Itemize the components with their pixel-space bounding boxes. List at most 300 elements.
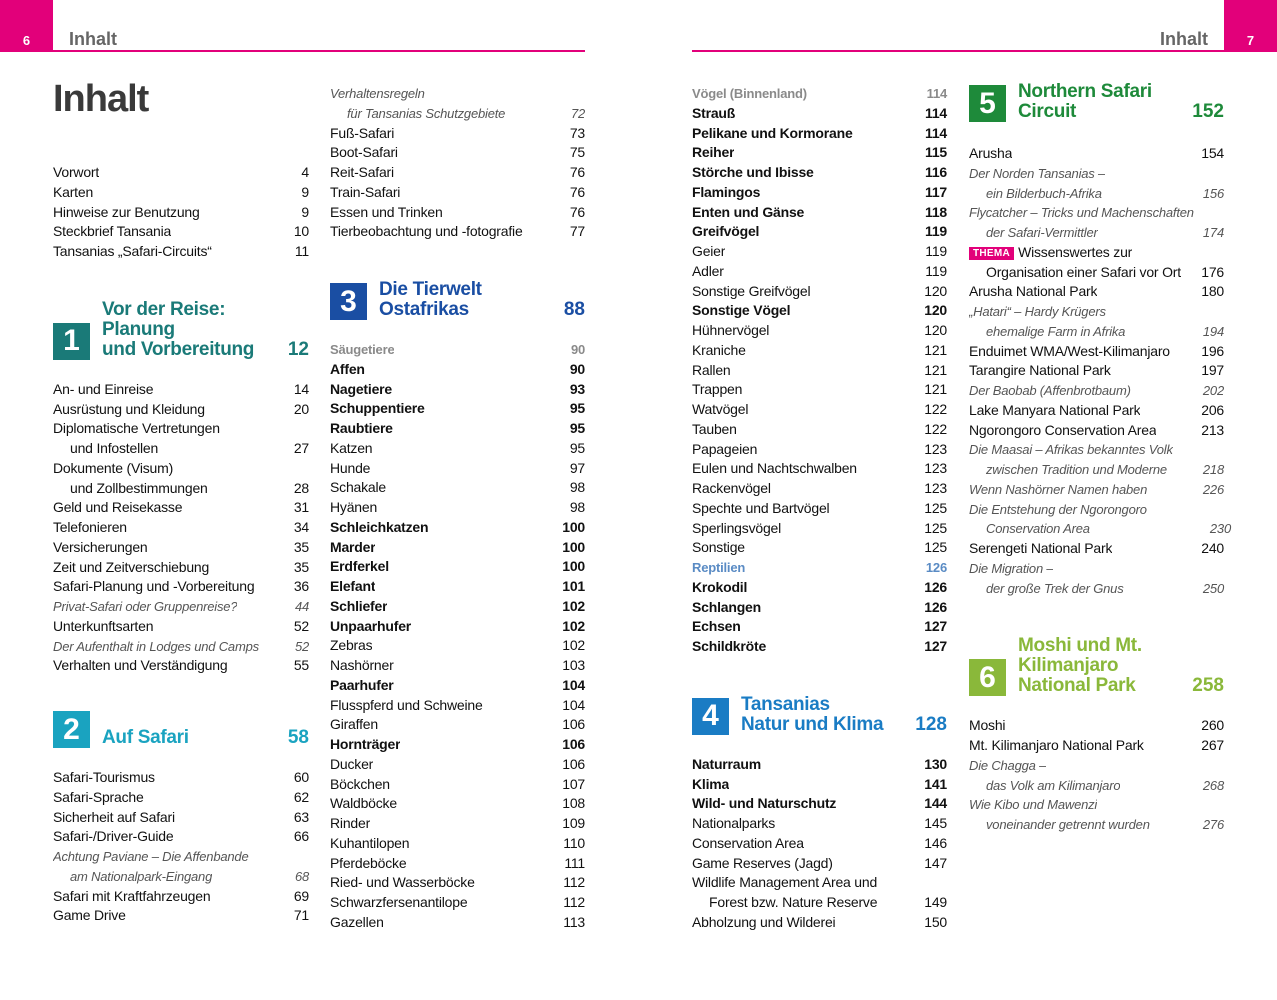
toc-entry-title xyxy=(692,578,747,598)
toc-entry-text: Gazellen xyxy=(330,913,384,930)
toc-entry-title xyxy=(692,814,775,834)
toc-entry-page: 120 xyxy=(924,282,947,299)
header-rule xyxy=(692,50,1224,52)
toc-entry-text: Echsen xyxy=(692,618,741,635)
chapter-page: 152 xyxy=(1192,101,1224,122)
toc-entry-page: 130 xyxy=(924,755,947,772)
chapter-page: 88 xyxy=(563,299,585,320)
toc-entry-title xyxy=(969,401,1140,421)
toc-entry-text: Schliefer xyxy=(330,597,388,614)
toc-entry-page: 76 xyxy=(569,183,585,200)
thema-badge: THEMA xyxy=(969,247,1014,260)
toc-entry-title xyxy=(969,243,1132,263)
chapter-title-line: Natur und Klima xyxy=(741,713,884,735)
toc-entry-page: 100 xyxy=(562,558,585,575)
toc-entry-text: ehemalige Farm in Afrika xyxy=(986,323,1126,339)
toc-entry-title xyxy=(969,164,1105,184)
toc-entry-page: 116 xyxy=(925,164,947,180)
toc-entry-page: 126 xyxy=(924,578,947,595)
toc-entry-page: 35 xyxy=(293,538,309,555)
toc-entry xyxy=(330,399,585,419)
toc-entry xyxy=(692,420,947,440)
toc-entry-page: 149 xyxy=(924,894,947,910)
toc-entry xyxy=(969,716,1224,736)
toc-entry-title xyxy=(53,183,93,203)
toc-entry xyxy=(53,827,309,847)
toc-entry-text: ein Bilderbuch-Afrika xyxy=(986,185,1102,201)
toc-entry-page: 114 xyxy=(925,124,947,141)
toc-entry-page: 55 xyxy=(293,657,309,674)
toc-entry-page: 121 xyxy=(924,341,947,358)
toc-entry-page: 44 xyxy=(294,599,309,614)
toc-entry-text: Flusspferd und Schweine xyxy=(330,696,483,713)
toc-entry xyxy=(330,439,585,459)
toc-entry-text: Sonstige Greifvögel xyxy=(692,282,811,299)
toc-entry xyxy=(330,459,585,479)
toc-entry-text: Wild- und Naturschutz xyxy=(692,795,837,812)
toc-entry-title xyxy=(969,539,1112,559)
toc-entry-page: 102 xyxy=(562,637,585,654)
toc-entry xyxy=(330,478,585,498)
toc-entry-text: Enduimet WMA/West-Kilimanjaro xyxy=(969,342,1170,359)
toc-entry-title xyxy=(692,380,742,400)
toc-entry-title xyxy=(330,478,386,498)
toc-entry-title xyxy=(330,755,373,775)
toc-entry-text: Schlangen xyxy=(692,598,761,615)
toc-entry-title xyxy=(330,538,375,558)
toc-entry xyxy=(692,479,947,499)
toc-entry xyxy=(692,143,947,163)
toc-entry-page: 174 xyxy=(1202,225,1224,240)
toc-entry xyxy=(969,756,1224,776)
toc-entry-text: Fuß-Safari xyxy=(330,124,395,141)
chapter-page: 58 xyxy=(287,727,309,748)
toc-entry xyxy=(53,518,309,538)
toc-entry-title xyxy=(692,538,745,558)
toc-entry-page: 213 xyxy=(1201,421,1224,438)
toc-entry-title xyxy=(692,163,814,183)
toc-entry-text: Safari-Sprache xyxy=(53,788,144,805)
toc-entry-text: „Hatari“ – Hardy Krügers xyxy=(969,304,1106,319)
toc-entry xyxy=(53,222,309,242)
toc-entry-text: Safari-Planung und -Vorbereitung xyxy=(53,578,255,595)
toc-entry xyxy=(969,500,1224,520)
toc-entry xyxy=(692,440,947,460)
toc-entry-text: Elefant xyxy=(330,578,376,594)
toc-entry-page: 194 xyxy=(1202,323,1224,339)
toc-entry-page: 60 xyxy=(293,769,309,785)
toc-entry-title xyxy=(692,124,853,144)
toc-entry-text: Geld und Reisekasse xyxy=(53,499,183,516)
toc-entry-text: Klima xyxy=(692,775,730,792)
toc-entry-title xyxy=(330,340,394,360)
toc-entry-text: Papageien xyxy=(692,440,758,457)
toc-entry-title xyxy=(330,498,377,518)
toc-entry-title xyxy=(692,361,731,381)
chapter-title-line: Vor der Reise: Planung xyxy=(102,298,226,340)
toc-entry xyxy=(692,854,947,874)
toc-entry-title xyxy=(969,500,1147,520)
chapter-number-box: 6 xyxy=(969,659,1006,696)
toc-entry xyxy=(692,183,947,203)
toc-entry-text: Diplomatische Vertretungen xyxy=(53,420,220,437)
toc-entry-page: 75 xyxy=(569,144,585,161)
toc-entry-title xyxy=(53,827,173,847)
toc-entry-page: 147 xyxy=(924,854,947,871)
toc-entry xyxy=(692,400,947,420)
toc-entry xyxy=(330,854,585,874)
toc-entry-text: Die Migration – xyxy=(969,560,1054,576)
toc-entry xyxy=(330,340,585,360)
chapter-title xyxy=(1006,82,1192,122)
toc-entry-text: Verhaltensregeln xyxy=(330,86,425,101)
toc-entry-text: Trappen xyxy=(692,381,743,398)
toc-entry-title xyxy=(330,518,428,538)
toc-entry-title xyxy=(330,143,398,163)
toc-entry xyxy=(330,419,585,439)
toc-entry-page: 196 xyxy=(1201,342,1224,359)
toc-entry-page: 197 xyxy=(1201,362,1224,379)
toc-entry-text: Rallen xyxy=(692,361,731,378)
toc-entry-title xyxy=(692,400,748,420)
toc-entry-page: 10 xyxy=(293,223,309,240)
toc-entry-page: 123 xyxy=(924,460,947,477)
toc-entry-page: 68 xyxy=(294,868,309,884)
toc-entry-text: Wenn Nashörner Namen haben xyxy=(969,481,1148,497)
toc-entry-page: 90 xyxy=(569,360,585,377)
toc-entry-page: 62 xyxy=(293,788,309,805)
toc-entry xyxy=(692,104,947,124)
toc-entry-text: Unpaarhufer xyxy=(330,617,412,634)
toc-entry-page: 95 xyxy=(569,400,585,417)
toc-entry-title xyxy=(53,419,220,439)
toc-entry-text: Sonstige Vögel xyxy=(692,302,791,319)
toc-entry xyxy=(969,776,1224,796)
toc-entry-title xyxy=(969,342,1170,362)
toc-list-ch2 xyxy=(53,768,309,926)
toc-entry xyxy=(969,223,1224,243)
chapter-page: 128 xyxy=(915,713,947,735)
chapter-number-box: 3 xyxy=(330,283,367,320)
chapter-title xyxy=(729,695,915,735)
toc-entry xyxy=(330,143,585,163)
toc-entry-text: Krokodil xyxy=(692,578,748,595)
toc-entry xyxy=(692,578,947,598)
toc-entry-page: 154 xyxy=(1201,145,1224,161)
toc-entry-text: Abholzung und Wilderei xyxy=(692,913,836,930)
toc-entry xyxy=(692,913,947,933)
toc-entry xyxy=(969,795,1224,815)
toc-entry-page: 97 xyxy=(569,459,585,476)
toc-entry-page: 119 xyxy=(925,243,947,259)
toc-entry-title xyxy=(330,854,406,874)
toc-entry-page: 52 xyxy=(294,638,309,654)
toc-entry xyxy=(330,794,585,814)
toc-entry xyxy=(969,579,1224,599)
toc-entry-text: Kraniche xyxy=(692,341,746,358)
toc-entry xyxy=(53,656,309,676)
toc-entry-page: 112 xyxy=(563,874,585,891)
chapter-page: 12 xyxy=(287,338,309,360)
toc-entry xyxy=(330,873,585,893)
toc-entry-page: 104 xyxy=(562,676,585,693)
toc-entry xyxy=(330,913,585,933)
toc-entry-page: 9 xyxy=(301,203,309,220)
toc-entry-page: 121 xyxy=(924,361,947,378)
toc-entry xyxy=(692,262,947,282)
toc-entry xyxy=(692,361,947,381)
toc-entry-page: 31 xyxy=(293,499,309,516)
toc-entry-title xyxy=(969,263,1181,283)
toc-entry-page: 114 xyxy=(925,104,947,121)
toc-entry-title xyxy=(692,222,759,242)
toc-entry-title xyxy=(969,579,1124,599)
toc-entry-text: Forest bzw. Nature Reserve xyxy=(709,894,878,910)
toc-entry-title xyxy=(692,282,810,302)
toc-entry xyxy=(692,617,947,637)
toc-entry-title xyxy=(330,834,409,854)
toc-entry-text: Zeit und Zeitverschiebung xyxy=(53,558,210,575)
toc-entry xyxy=(330,183,585,203)
toc-entry xyxy=(969,322,1224,342)
toc-column-1 xyxy=(53,163,309,926)
toc-entry-title xyxy=(692,499,829,519)
toc-entry-text: Pferdeböcke xyxy=(330,854,407,871)
toc-entry-title xyxy=(330,893,467,913)
toc-column-2 xyxy=(330,84,585,933)
toc-entry-title xyxy=(969,421,1156,441)
toc-entry-title xyxy=(330,656,394,676)
toc-entry xyxy=(330,636,585,656)
toc-entry xyxy=(330,676,585,696)
toc-entry-title xyxy=(692,183,760,203)
toc-entry xyxy=(53,617,309,637)
toc-entry-page: 202 xyxy=(1202,383,1224,398)
toc-entry-text: Böckchen xyxy=(330,775,390,792)
toc-entry-text: Wildlife Management Area und xyxy=(692,874,878,891)
toc-column-3 xyxy=(692,84,947,933)
toc-entry-title xyxy=(969,282,1097,302)
running-head: Inhalt xyxy=(69,29,117,49)
toc-entry xyxy=(692,380,947,400)
toc-entry-title xyxy=(692,262,724,282)
toc-entry xyxy=(330,557,585,577)
toc-entry-title xyxy=(330,775,390,795)
toc-entry-title xyxy=(53,577,254,597)
toc-entry-page: 115 xyxy=(925,144,947,161)
toc-entry-text: Hyänen xyxy=(330,499,378,515)
toc-entry-title xyxy=(969,559,1053,579)
toc-entry xyxy=(692,499,947,519)
toc-entry-text: Ried- und Wasserböcke xyxy=(330,874,475,891)
toc-entry-title xyxy=(330,459,370,479)
toc-entry-page: 141 xyxy=(924,775,947,792)
toc-entry-text: Safari mit Kraftfahrzeugen xyxy=(53,887,211,904)
toc-entry xyxy=(692,637,947,657)
toc-entry xyxy=(53,847,309,867)
toc-entry xyxy=(692,163,947,183)
left-page xyxy=(0,0,638,1000)
toc-entry-title xyxy=(330,360,365,380)
header-rule xyxy=(53,50,585,52)
toc-entry-title xyxy=(692,834,804,854)
toc-entry-page: 250 xyxy=(1202,580,1224,596)
toc-entry xyxy=(53,459,309,479)
toc-entry-title xyxy=(330,163,394,183)
right-page xyxy=(639,0,1277,1000)
toc-entry-page: 145 xyxy=(924,815,947,831)
toc-entry xyxy=(969,440,1224,460)
toc-entry-text: Strauß xyxy=(692,104,736,121)
toc-entry-title xyxy=(969,302,1106,322)
toc-entry-title xyxy=(53,400,205,420)
toc-entry-page: 102 xyxy=(562,617,585,634)
toc-entry-text: Eulen und Nachtschwalben xyxy=(692,460,857,477)
toc-entry-title xyxy=(53,906,126,926)
toc-entry xyxy=(692,893,947,913)
chapter-title-line: und Vorbereitung xyxy=(102,338,255,360)
toc-entry xyxy=(969,342,1224,362)
toc-entry-title xyxy=(692,440,757,460)
toc-entry xyxy=(330,360,585,380)
toc-entry-text: Nagetiere xyxy=(330,380,393,397)
toc-entry-title xyxy=(53,617,153,637)
toc-entry-text: Ausrüstung und Kleidung xyxy=(53,400,205,417)
toc-entry xyxy=(692,124,947,144)
toc-entry-page: 117 xyxy=(925,183,947,200)
toc-entry-title xyxy=(330,577,375,597)
toc-entry xyxy=(53,577,309,597)
toc-entry-text: Mt. Kilimanjaro National Park xyxy=(969,737,1144,753)
toc-entry-text: Tierbeobachtung und -fotografie xyxy=(330,223,523,240)
toc-entry-title xyxy=(969,776,1120,796)
toc-entry-page: 106 xyxy=(562,716,585,733)
toc-list-intro xyxy=(53,163,309,262)
toc-entry-title xyxy=(692,301,790,321)
page-number-tab: 6 xyxy=(0,0,53,52)
toc-entry xyxy=(330,163,585,183)
toc-entry-text: der Safari-Vermittler xyxy=(986,225,1098,240)
toc-entry-page: 180 xyxy=(1201,283,1224,300)
toc-entry-title xyxy=(330,715,378,735)
toc-entry-text: Ducker xyxy=(330,755,374,772)
toc-entry-title xyxy=(330,873,475,893)
toc-entry-title xyxy=(692,854,833,874)
toc-entry xyxy=(969,361,1224,381)
toc-entry xyxy=(53,203,309,223)
toc-entry-title xyxy=(969,460,1167,480)
toc-entry-page: 76 xyxy=(569,203,585,220)
toc-entry xyxy=(692,459,947,479)
toc-entry-text: Arusha National Park xyxy=(969,283,1098,300)
toc-entry-title xyxy=(330,794,397,814)
toc-entry xyxy=(969,164,1224,184)
toc-entry-text: Schakale xyxy=(330,479,386,496)
toc-entry-page: 95 xyxy=(569,439,585,456)
chapter-number-box: 1 xyxy=(53,323,90,360)
toc-entry-page: 100 xyxy=(562,518,585,535)
toc-entry xyxy=(53,538,309,558)
toc-entry-page: 119 xyxy=(925,223,947,240)
toc-entry-text: Wie Kibo und Mawenzi xyxy=(969,797,1098,813)
toc-entry xyxy=(969,184,1224,204)
toc-entry xyxy=(330,538,585,558)
toc-entry-title xyxy=(692,519,781,539)
toc-entry-title xyxy=(330,636,372,656)
toc-entry-text: Die Entstehung der Ngorongoro xyxy=(969,501,1147,517)
toc-entry-title xyxy=(53,439,158,459)
toc-entry xyxy=(330,755,585,775)
toc-entry-page: 125 xyxy=(924,519,947,536)
toc-entry-page: 267 xyxy=(1201,737,1224,753)
toc-entry-page: 240 xyxy=(1201,540,1224,556)
toc-entry-page: 106 xyxy=(562,736,585,752)
toc-entry-page: 63 xyxy=(293,808,309,825)
toc-entry-title xyxy=(330,814,370,834)
toc-entry-page: 111 xyxy=(564,854,585,871)
toc-entry xyxy=(969,203,1224,223)
toc-entry-page: 90 xyxy=(570,342,585,357)
toc-entry xyxy=(330,893,585,913)
toc-list-ch4 xyxy=(692,755,947,933)
toc-entry-title xyxy=(969,322,1125,342)
toc-entry xyxy=(969,519,1231,539)
toc-entry xyxy=(969,302,1224,322)
toc-entry xyxy=(53,768,309,788)
toc-entry-text: Essen und Trinken xyxy=(330,203,443,220)
toc-entry-title xyxy=(969,144,1012,164)
toc-entry-title xyxy=(330,124,394,144)
toc-entry xyxy=(692,519,947,539)
toc-entry-title xyxy=(53,768,155,788)
toc-entry xyxy=(330,617,585,637)
toc-entry xyxy=(692,775,947,795)
toc-entry xyxy=(330,656,585,676)
toc-entry-text: Safari-/Driver-Guide xyxy=(53,828,174,845)
toc-entry-text: Adler xyxy=(692,262,724,279)
toc-entry-page: 102 xyxy=(562,597,585,614)
toc-entry-text: und Zollbestimmungen xyxy=(70,479,208,496)
toc-entry-page: 123 xyxy=(924,440,947,457)
toc-entry-title xyxy=(53,867,212,887)
toc-entry-title xyxy=(53,163,99,183)
toc-entry-text: Greifvögel xyxy=(692,223,760,240)
toc-entry-page: 9 xyxy=(301,183,309,200)
toc-entry xyxy=(330,814,585,834)
toc-entry-text: Dokumente (Visum) xyxy=(53,459,174,476)
toc-entry-title xyxy=(969,184,1102,204)
toc-entry xyxy=(692,873,947,893)
toc-entry-text: Sperlingsvögel xyxy=(692,519,782,536)
toc-entry-text: Achtung Paviane – Die Affenbande xyxy=(53,849,249,864)
chapter-heading-1 xyxy=(53,300,309,360)
toc-entry-title xyxy=(53,518,127,538)
toc-entry-text: Organisation einer Safari vor Ort xyxy=(986,263,1181,280)
toc-entry-title xyxy=(330,203,443,223)
toc-entry-text: An- und Einreise xyxy=(53,380,154,397)
toc-entry-page: 66 xyxy=(293,828,309,845)
toc-entry-title xyxy=(969,361,1111,381)
toc-entry-page: 122 xyxy=(924,401,947,417)
toc-entry xyxy=(330,735,585,755)
toc-entry xyxy=(692,222,947,242)
chapter-title-line: Northern Safari xyxy=(1018,81,1152,102)
toc-entry-page: 114 xyxy=(926,86,947,101)
toc-entry xyxy=(692,282,947,302)
toc-entry-text: Geier xyxy=(692,243,726,259)
toc-entry-page: 71 xyxy=(293,907,309,924)
toc-entry-title xyxy=(692,794,836,814)
